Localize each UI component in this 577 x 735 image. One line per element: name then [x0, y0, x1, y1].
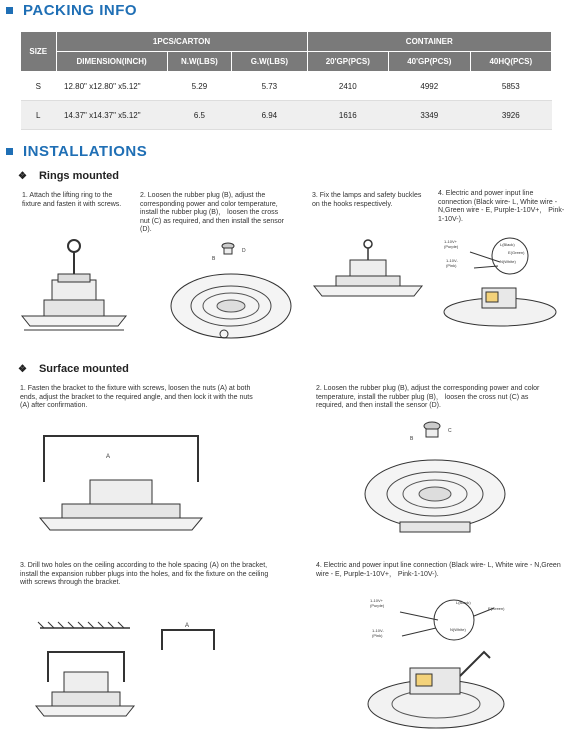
label-purple: 1-10V+ (Purple) — [444, 239, 459, 249]
cell-gw: 5.73 — [232, 72, 307, 101]
label-white: N(White) — [500, 259, 516, 264]
sensor-icon — [408, 418, 458, 444]
rings-figure-1 — [14, 236, 129, 336]
cell-gw: 6.94 — [232, 101, 307, 130]
heading-square-icon — [6, 7, 13, 14]
cell-20gp: 1616 — [307, 101, 389, 130]
cell-nw: 6.5 — [167, 101, 232, 130]
rings-figure-2 — [168, 258, 294, 340]
diamond-bullet-icon: ❖ — [18, 363, 27, 375]
label-purple: 1-10V+ (Purple) — [370, 598, 385, 608]
size-header: SIZE — [21, 32, 57, 72]
container-header: CONTAINER — [307, 32, 551, 52]
cell-20gp: 2410 — [307, 72, 389, 101]
surface-figure-4 — [364, 596, 544, 731]
col-nw: N.W(LBS) — [167, 52, 232, 72]
cell-40hq: 3926 — [470, 101, 551, 130]
label-black: L(Black) — [456, 600, 471, 605]
surface-step-4: 4. Electric and power input line connection (Black wire- L, White wire - N,Green wire - E, Purple-1-10V+， Pink-1-10V-). — [316, 562, 561, 578]
rings-step-1: 1. Attach the lifting ring to the fixture and fasten it with screws. — [22, 192, 122, 208]
heading-square-icon — [6, 148, 13, 155]
table-row — [21, 101, 552, 130]
label-pink: 1-10V- (Pink) — [372, 628, 384, 638]
installations-heading — [6, 143, 147, 160]
label-b: B — [212, 256, 216, 262]
cell-40hq: 5853 — [470, 72, 551, 101]
col-gw: G.W(LBS) — [232, 52, 307, 72]
cell-dimension: 12.80" x12.80" x5.12" — [56, 72, 167, 101]
label-white: N(White) — [450, 627, 466, 632]
cell-size: L — [21, 101, 57, 130]
label-a: A — [106, 454, 111, 460]
label-d: D — [242, 248, 246, 254]
surface-mounted-title: Surface mounted — [38, 363, 129, 375]
surface-figure-2 — [360, 448, 510, 536]
rings-step-2: 2. Loosen the rubber plug (B), adjust the corresponding power and color temperature, install the rubber plug (B)， loosen the cross nut (C) as required, and then install the sensor (D). — [140, 192, 284, 233]
rings-step-3: 3. Fix the lamps and safety buckles on the hooks respectively. — [312, 192, 422, 208]
carton-header: 1PCS/CARTON — [56, 32, 307, 52]
surface-step-2: 2. Loosen the rubber plug (B), adjust the corresponding power and color temperature, install the rubber plug (B)， loosen the cross nut (C) as required, and then install the sensor (D). — [316, 385, 540, 409]
label-green: E(Green) — [508, 250, 525, 255]
label-green: E(Green) — [488, 606, 505, 611]
col-40gp: 40'GP(PCS) — [389, 52, 471, 72]
rings-mounted-heading — [18, 170, 119, 182]
packing-info-heading — [6, 2, 137, 19]
label-c: C — [448, 428, 452, 434]
rings-mounted-title: Rings mounted — [38, 170, 120, 182]
rings-figure-3 — [310, 238, 425, 303]
bracket-figure — [158, 620, 218, 654]
diamond-bullet-icon: ❖ — [18, 170, 27, 182]
packing-table — [20, 31, 552, 130]
surface-figure-3 — [30, 618, 140, 730]
cell-size: S — [21, 72, 57, 101]
label-black: L(Black) — [500, 242, 515, 247]
label-a: A — [185, 623, 190, 629]
cell-40gp: 4992 — [389, 72, 471, 101]
col-40hq: 40HQ(PCS) — [470, 52, 551, 72]
surface-step-3: 3. Drill two holes on the ceiling according to the hole spacing (A) on the bracket, install the expansion rubber plugs into the holes, and fix the fixture on the ceiling with screws through the bracket. — [20, 562, 269, 586]
cell-nw: 5.29 — [167, 72, 232, 101]
installations-title: INSTALLATIONS — [23, 143, 148, 160]
surface-step-1: 1. Fasten the bracket to the fixture with screws, loosen the nuts (A) at both ends, adjust the bracket to the required angle, and then lock it with the nuts (A) after confirmation. — [20, 385, 253, 409]
cell-dimension: 14.37" x14.37" x5.12" — [56, 101, 167, 130]
col-dimension: DIMENSION(INCH) — [56, 52, 167, 72]
col-20gp: 20'GP(PCS) — [307, 52, 389, 72]
cell-40gp: 3349 — [389, 101, 471, 130]
surface-mounted-heading — [18, 363, 129, 375]
packing-info-title: PACKING INFO — [23, 2, 138, 19]
label-b: B — [410, 436, 414, 442]
table-row — [21, 72, 552, 101]
surface-figure-1 — [36, 428, 206, 536]
rings-step-4: 4. Electric and power input line connection (Black wire- L, White wire - N,Green wire - E, Purple-1-10V+， Pink-1-10V-). — [438, 190, 565, 223]
sensor-icon — [210, 240, 250, 262]
label-pink: 1-10V- (Pink) — [446, 258, 458, 268]
